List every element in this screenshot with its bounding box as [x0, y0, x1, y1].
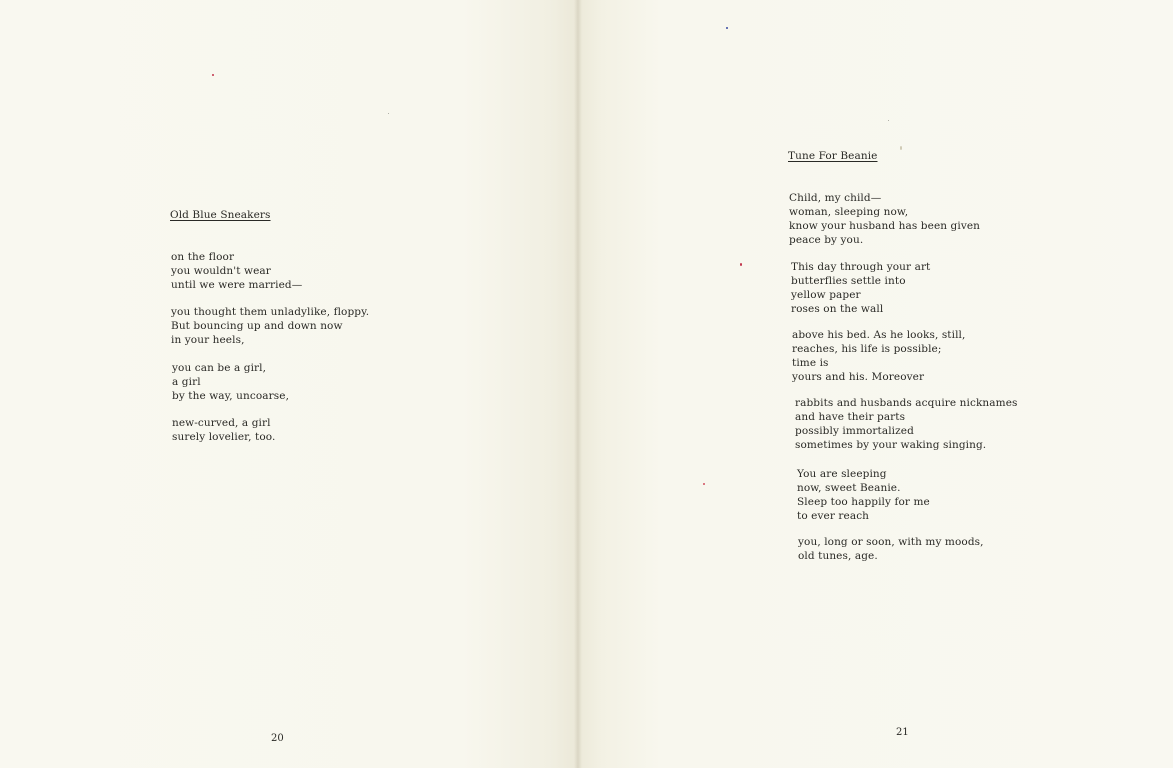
poem-line: you, long or soon, with my moods, [798, 536, 984, 548]
right-stanza-3 [792, 328, 965, 384]
poem-line: you thought them unladylike, floppy. [171, 306, 370, 318]
right-page [578, 0, 1173, 768]
ink-speck [703, 483, 705, 485]
poem-line: you wouldn't wear [171, 265, 271, 277]
poem-line: now, sweet Beanie. [797, 482, 901, 494]
right-stanza-1 [789, 191, 980, 247]
ink-speck [726, 27, 728, 29]
book-gutter [574, 0, 582, 768]
poem-line: until we were married— [171, 279, 303, 291]
poem-line: old tunes, age. [798, 550, 878, 562]
ink-speck [212, 74, 214, 76]
poem-line: to ever reach [797, 510, 870, 522]
right-stanza-5 [797, 467, 930, 523]
poem-line: woman, sleeping now, [789, 206, 909, 218]
left-stanza-2 [171, 305, 369, 347]
poem-line: yours and his. Moreover [792, 371, 925, 383]
poem-line: roses on the wall [791, 303, 884, 315]
ink-speck [740, 263, 742, 266]
poem-line: yellow paper [791, 289, 861, 301]
left-poem-title: Old Blue Sneakers [170, 209, 271, 221]
poem-line: butterflies settle into [791, 275, 906, 287]
poem-line: Child, my child— [789, 192, 882, 204]
poem-line: Sleep too happily for me [797, 496, 930, 508]
right-stanza-6 [798, 535, 984, 563]
poem-line: This day through your art [791, 261, 931, 273]
ink-speck [900, 146, 902, 150]
right-poem-title: Tune For Beanie [788, 150, 878, 162]
left-page [0, 0, 578, 768]
poem-line: a girl [172, 376, 201, 388]
poem-line: on the floor [171, 251, 235, 263]
poem-line: You are sleeping [797, 468, 887, 480]
poem-line: rabbits and husbands acquire nicknames [795, 397, 1018, 409]
right-stanza-2 [791, 260, 930, 316]
poem-line: above his bed. As he looks, still, [792, 329, 966, 341]
poem-line: in your heels, [171, 334, 245, 346]
poem-line: reaches, his life is possible; [792, 343, 942, 355]
poem-line: you can be a girl, [172, 362, 267, 374]
ink-speck [888, 120, 889, 121]
poem-line: peace by you. [789, 234, 864, 246]
right-page-number: 21 [896, 727, 909, 738]
left-stanza-1 [171, 250, 302, 292]
ink-speck [388, 113, 389, 114]
poem-line: by the way, uncoarse, [172, 390, 290, 402]
left-stanza-3 [172, 361, 289, 403]
left-page-number: 20 [271, 733, 284, 744]
poem-line: surely lovelier, too. [172, 431, 276, 443]
poem-line: and have their parts [795, 411, 906, 423]
poem-line: sometimes by your waking singing. [795, 439, 987, 451]
poem-line: possibly immortalized [795, 425, 914, 437]
poem-line: new-curved, a girl [172, 417, 271, 429]
poem-line: know your husband has been given [789, 220, 981, 232]
poem-line: time is [792, 357, 829, 369]
right-stanza-4 [795, 396, 1018, 452]
left-stanza-4 [172, 416, 275, 444]
poem-line: But bouncing up and down now [171, 320, 343, 332]
